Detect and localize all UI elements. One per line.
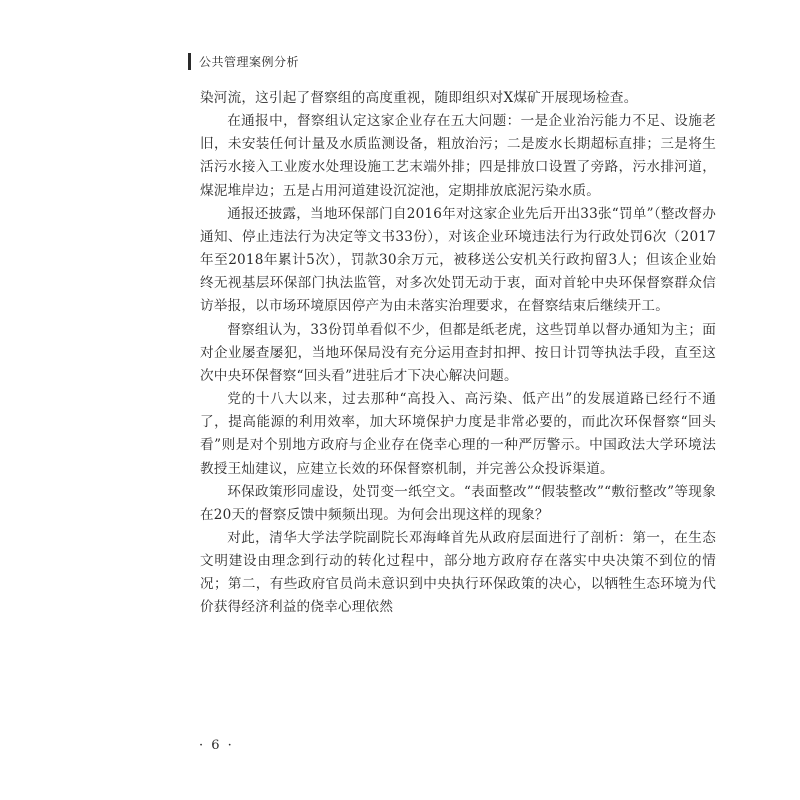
running-title: 公共管理案例分析 <box>199 54 300 69</box>
paragraph: 督察组认为，33份罚单看似不少，但都是纸老虎，这些罚单以督办通知为主；面对企业屡查屡犯，当地环保局没有充分运用查封扣押、按日计罚等执法手段，直至这次中央环保督察“回头看”进驻后才下决心解决问题。 <box>200 321 716 384</box>
body-text <box>200 87 716 620</box>
paragraph: 通报还披露，当地环保部门自2016年对这家企业先后开出33张“罚单”（整改督办通知、停止违法行为决定等文书33份），对该企业环境违法行为行政处罚6次（2017年至2018年累计5次），罚款30余万元，被移送公安机关行政拘留3人；但该企业始终无视基层环保部门执法监管，对多次处罚无动于衷，面对首轮中央环保督察群众信访举报，以市场环境原因停产为由未落实治理要求，在督察结束后继续开工。 <box>200 205 716 315</box>
paragraph: 环保政策形同虚设，处罚变一纸空文。“表面整改”“假装整改”“敷衍整改”等现象在20天的督察反馈中频频出现。为何会出现这样的现象？ <box>200 483 716 523</box>
running-header <box>188 52 299 70</box>
header-rule-bar <box>188 53 191 70</box>
paragraph-continuation: 染河流，这引起了督察组的高度重视，随即组织对X煤矿开展现场检查。 <box>200 90 638 106</box>
paragraph: 党的十八大以来，过去那种“高投入、高污染、低产出”的发展道路已经行不通了，提高能源的利用效率，加大环境保护力度是非常必要的，而此次环保督察“回头看”则是对个别地方政府与企业存在侥幸心理的一种严厉警示。中国政法大学环境法教授王灿建议，应建立长效的环保督察机制，并完善公众投诉渠道。 <box>200 391 716 477</box>
paragraph: 在通报中，督察组认定这家企业存在五大问题：一是企业治污能力不足、设施老旧，未安装任何计量及水质监测设备，粗放治污；二是废水长期超标直排；三是将生活污水接入工业废水处理设施工艺末端外排；四是排放口设置了旁路，污水排河道，煤泥堆岸边；五是占用河道建设沉淀池，定期排放底泥污染水质。 <box>200 113 716 199</box>
paragraph: 对此，清华大学法学院副院长邓海峰首先从政府层面进行了剖析：第一，在生态文明建设由理念到行动的转化过程中，部分地方政府存在落实中央决策不到位的情况；第二，有些政府官员尚未意识到中央执行环保政策的决心，以牺牲生态环境为代价获得经济利益的侥幸心理依然 <box>200 529 716 616</box>
page-number: · 6 · <box>199 738 234 753</box>
